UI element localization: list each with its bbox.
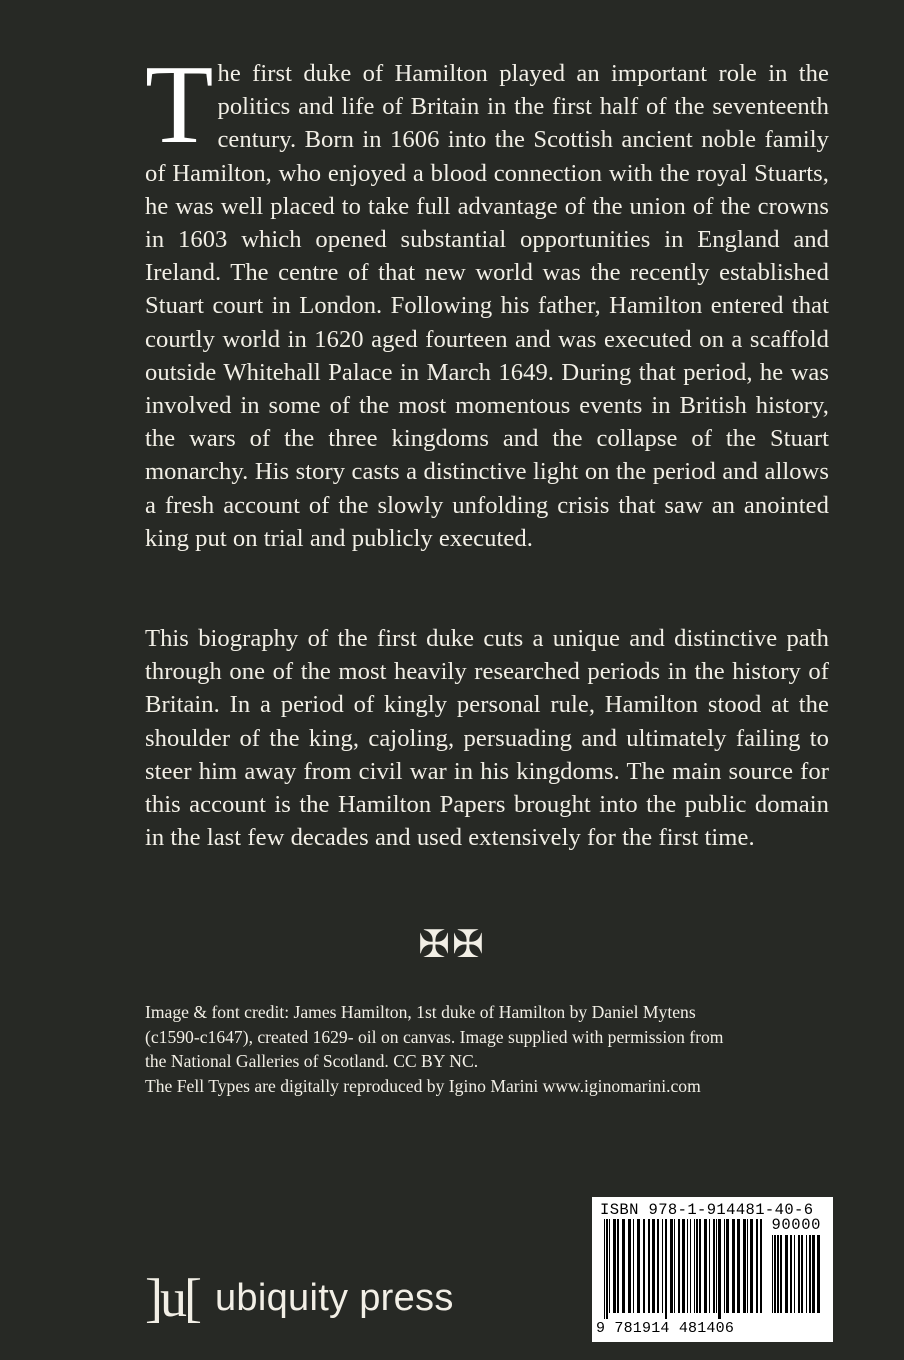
- barcode-bars: [604, 1219, 764, 1319]
- barcode-bar: [622, 1219, 625, 1313]
- publisher-imprint: [145, 1268, 454, 1328]
- barcode-bar: [604, 1219, 605, 1319]
- barcode-bar: [694, 1219, 695, 1313]
- credit-line-2: (c1590-c1647), created 1629- oil on canvas. Image supplied with permission from: [145, 1026, 724, 1047]
- image-font-credits: [145, 1000, 835, 1098]
- barcode-bar: [648, 1219, 650, 1313]
- fleuron-ornament-icon: ✠✠: [418, 924, 486, 966]
- barcode-bar: [678, 1219, 680, 1313]
- barcode-bar: [674, 1219, 675, 1313]
- barcode-bar: [726, 1219, 729, 1313]
- barcode-bar: [716, 1219, 717, 1313]
- barcode-bar: [772, 1235, 773, 1313]
- barcode-bar: [809, 1235, 811, 1313]
- barcode-bar: [812, 1235, 815, 1313]
- drop-cap: T: [145, 43, 214, 167]
- barcode-bar: [637, 1219, 640, 1313]
- barcode-digits: 9 781914 481406: [596, 1320, 735, 1337]
- barcode-bar: [690, 1219, 691, 1313]
- barcode-bar: [760, 1219, 762, 1313]
- barcode-bar: [743, 1219, 746, 1313]
- barcode-bar: [790, 1235, 792, 1313]
- barcode-bar: [699, 1219, 701, 1313]
- barcode-bar: [817, 1235, 820, 1313]
- credit-line-4: The Fell Types are digitally reproduced by Igino Marini www.iginomarini.com: [145, 1075, 701, 1096]
- blurb-paragraph-1: [145, 43, 829, 555]
- barcode-bar: [798, 1235, 800, 1313]
- barcode-bar: [606, 1219, 608, 1319]
- barcode-bar: [747, 1219, 748, 1313]
- barcode-bar: [774, 1235, 776, 1313]
- barcode-bar: [670, 1219, 673, 1313]
- credit-line-3: the National Galleries of Scotland. CC BY NC.: [145, 1051, 479, 1071]
- barcode-bar: [718, 1219, 721, 1319]
- barcode-bar: [709, 1219, 710, 1313]
- barcode-bar: [696, 1219, 698, 1313]
- barcode-bar: [613, 1219, 616, 1313]
- barcode-bar: [801, 1235, 803, 1313]
- blurb-paragraph-1-text: he first duke of Hamilton played an important role in the politics and life of Britain in the first half of the seventeenth century. Born in 1606 into the Scottish ancient noble family of Hamilton, who enjoyed a blood connection with the royal Stuarts, he was well placed to take full advantage of the union of the crowns in 1603 which opened substantial opportunities in England and Ireland. The centre of that new world was the recently established Stuart court in London. Following his father, Hamilton entered that courtly world in 1620 aged fourteen and was executed on a scaffold outside Whitehall Palace in March 1649. During that period, he was involved in some of the most momentous events in British history, the wars of the three kingdoms and the collapse of the Stuart monarchy. His story casts a distinctive light on the period and allows a fresh account of the slowly unfolding crisis that saw an anointed king put on trial and publicly executed.: [145, 60, 829, 552]
- barcode-bar: [777, 1235, 779, 1313]
- barcode-bar: [682, 1219, 685, 1313]
- barcode-bar: [652, 1219, 655, 1313]
- barcode-bar: [657, 1219, 659, 1313]
- barcode-bar: [806, 1235, 807, 1313]
- barcode-bar: [737, 1219, 740, 1313]
- credit-line-1: Image & font credit: James Hamilton, 1st duke of Hamilton by Daniel Mytens: [145, 1002, 696, 1022]
- publisher-logo: ]u[: [145, 1268, 199, 1328]
- barcode-bar: [794, 1235, 795, 1313]
- barcode-bar: [785, 1235, 788, 1313]
- barcode-bar: [617, 1219, 619, 1313]
- barcode-bar: [713, 1219, 715, 1313]
- barcode-bar: [643, 1219, 645, 1313]
- barcode-bar: [750, 1219, 753, 1313]
- isbn-barcode: [592, 1197, 833, 1342]
- barcode-bar: [628, 1219, 631, 1313]
- isbn-label: ISBN 978-1-914481-40-6: [600, 1201, 814, 1219]
- blurb-paragraph-2: This biography of the first duke cuts a unique and distinctive path through one of the most heavily researched periods in the history of Britain. In a period of kingly personal rule, Hamilton stood at the shoulder of the king, cajoling, persuading and ultimately failing to steer him away from civil war in his kingdoms. The main source for this account is the Hamilton Papers brought into the public domain in the last few decades and used extensively for the first time.: [145, 625, 829, 852]
- barcode-bar: [687, 1219, 688, 1313]
- barcode-bar: [724, 1219, 725, 1313]
- price-code: 90000: [771, 1216, 821, 1234]
- barcode-bar: [704, 1219, 707, 1313]
- barcode-bar: [780, 1235, 782, 1313]
- barcode-bar: [732, 1219, 735, 1313]
- barcode-addon-bars: [772, 1235, 822, 1319]
- publisher-name: ubiquity press: [214, 1277, 454, 1319]
- barcode-bar: [633, 1219, 634, 1313]
- barcode-bar: [609, 1219, 610, 1313]
- barcode-bar: [662, 1219, 663, 1313]
- barcode-bar: [665, 1219, 667, 1319]
- barcode-bar: [756, 1219, 758, 1313]
